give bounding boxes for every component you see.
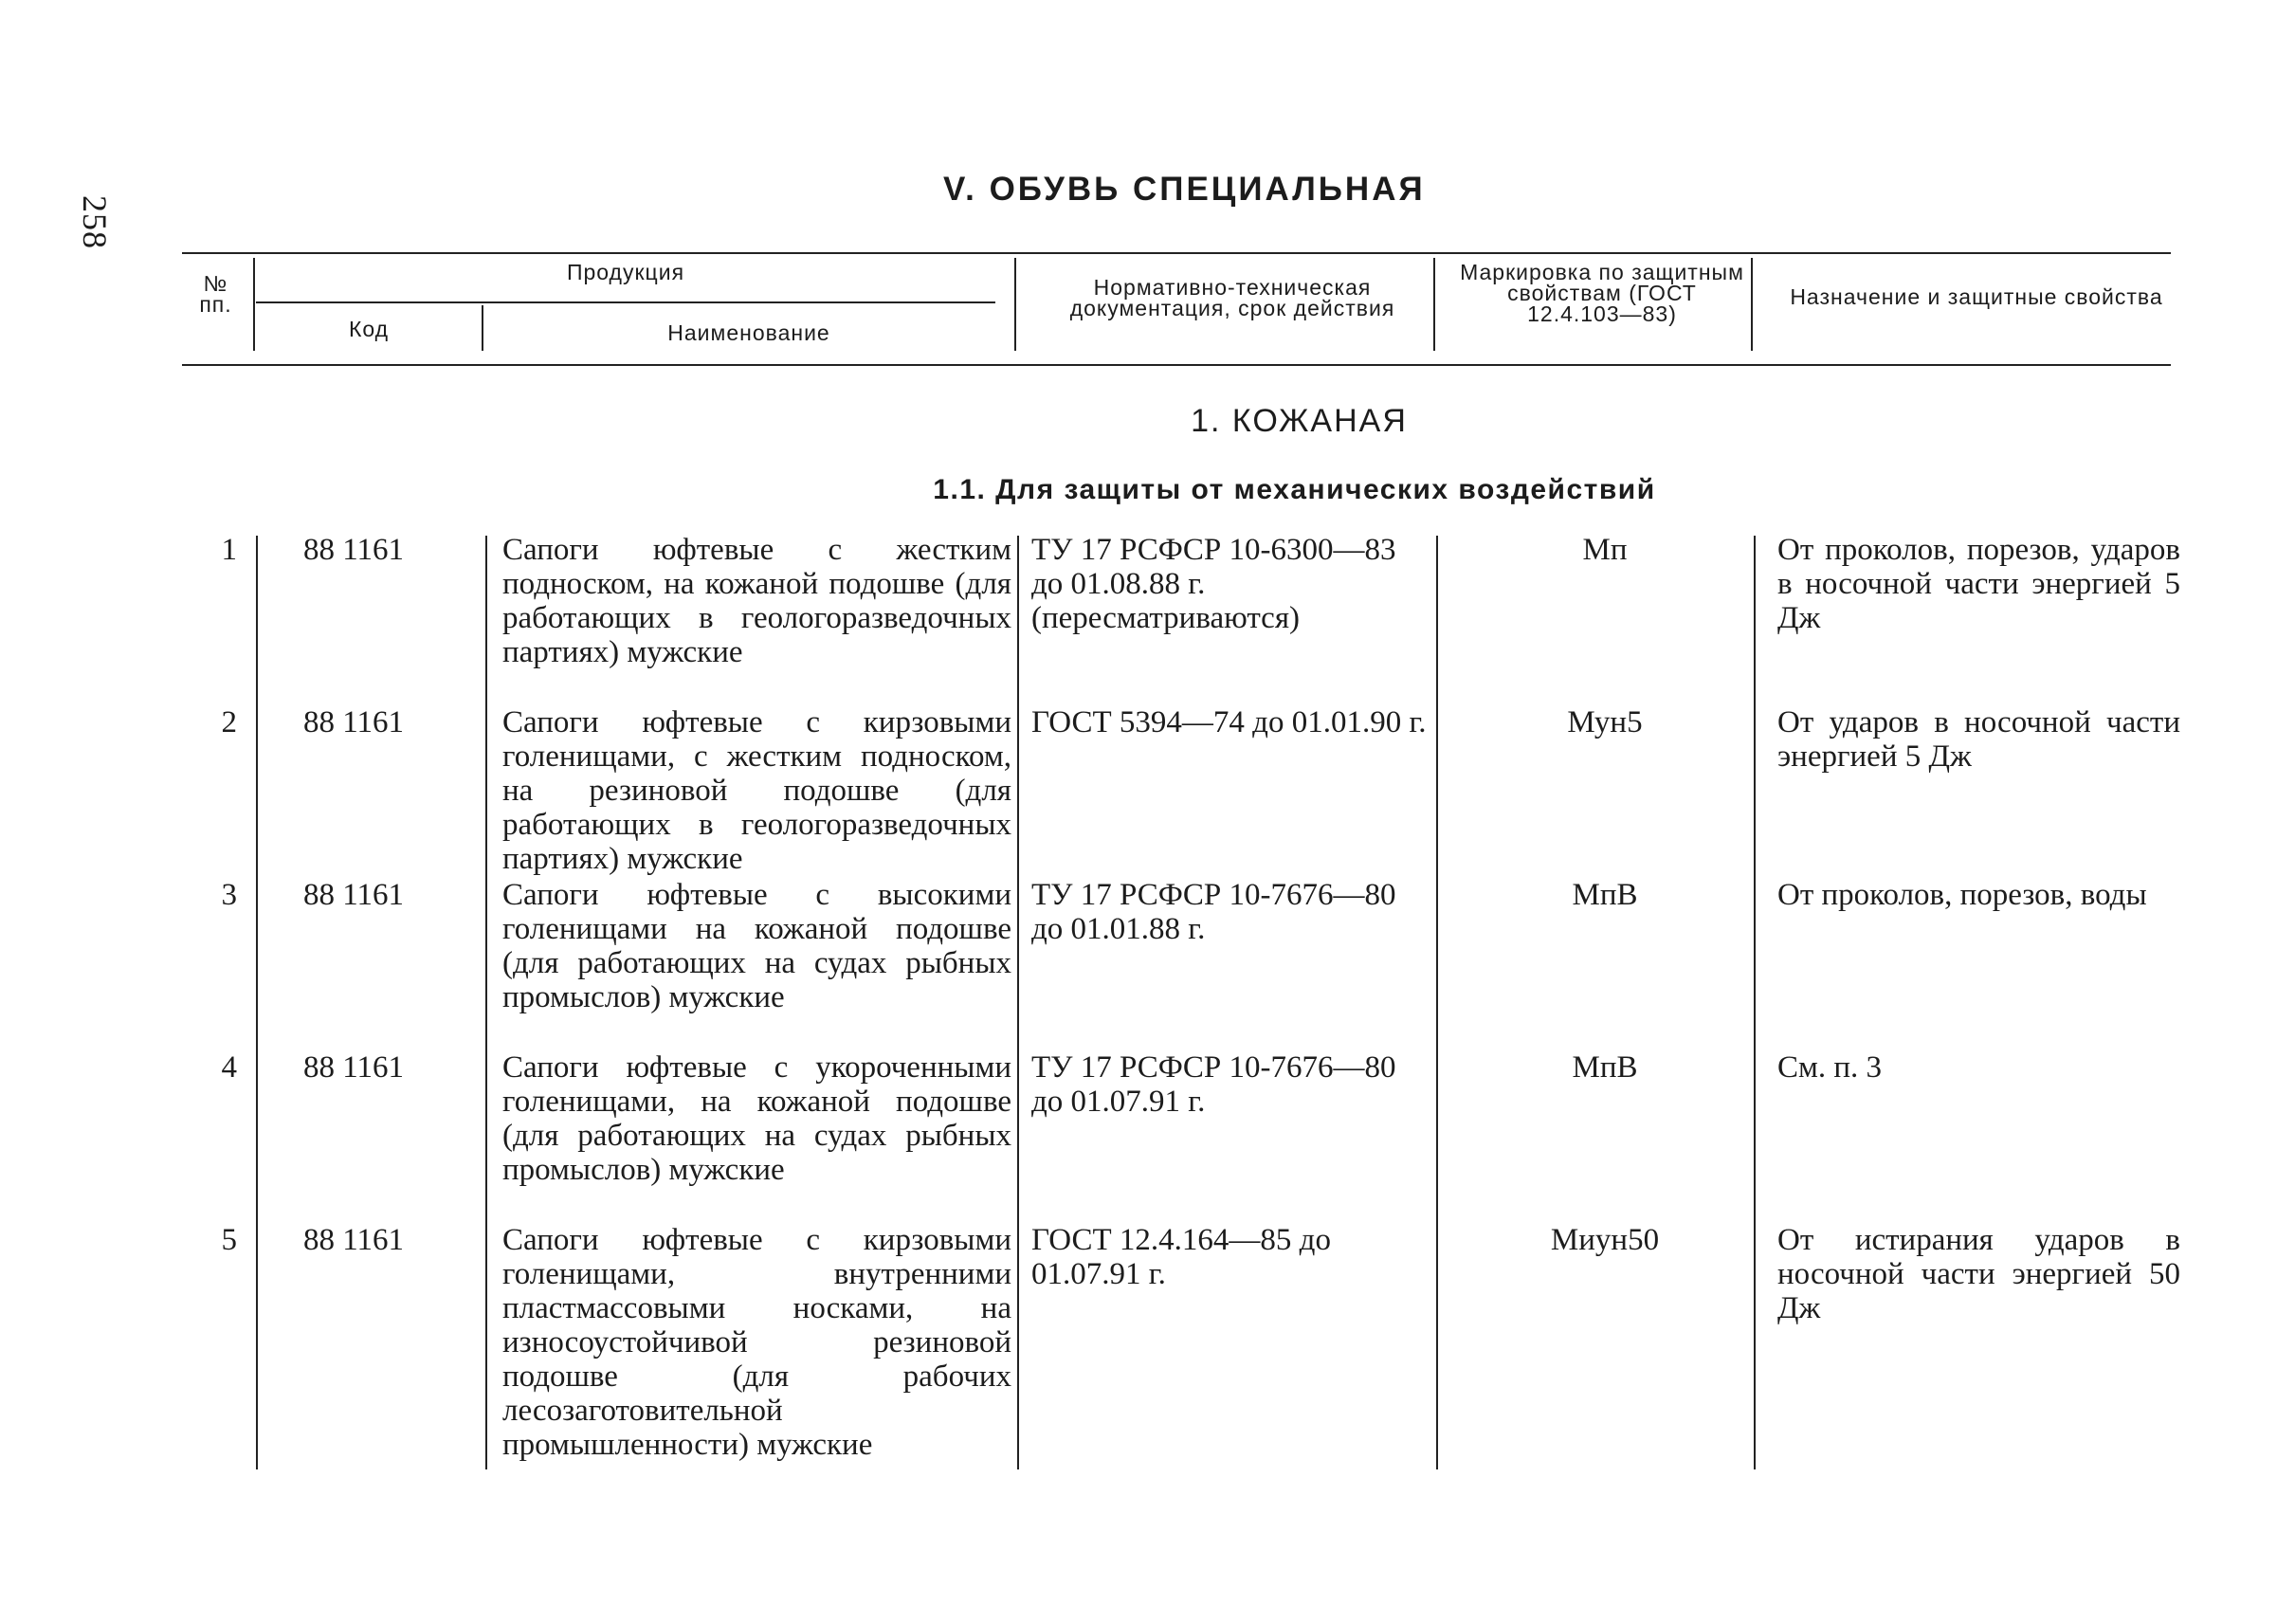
row-doc: ГОСТ 5394—74 до 01.01.90 г.: [1031, 705, 1427, 739]
column-separator: [1754, 536, 1756, 1469]
header-code: Код: [348, 317, 390, 341]
section-title: 1. КОЖАНАЯ: [1191, 403, 1408, 439]
header-no: № пп.: [199, 271, 232, 317]
header-separator: [1751, 258, 1753, 351]
row-purpose: От истирания ударов в носочной части энергией 50 Дж: [1777, 1223, 2180, 1325]
row-name: Сапоги юфтевые с кирзовыми голенищами, с жестким подноском, на резиновой подошве (для работающих в геологоразведочных партиях) мужские: [502, 705, 1011, 876]
header-separator: [1433, 258, 1435, 351]
column-separator: [485, 536, 487, 1469]
header-separator: [253, 258, 255, 351]
row-name: Сапоги юфтевые с кирзовыми голенищами, внутренними пластмассовыми носками, на износоустойчивой резиновой подошве (для рабочих лесозаготовительной промышленности) мужские: [502, 1223, 1011, 1462]
row-code: 88 1161: [303, 533, 405, 567]
row-name: Сапоги юфтевые с высокими голенищами на кожаной подошве (для работающих на судах рыбных промыслов) мужские: [502, 878, 1011, 1014]
row-purpose: От проколов, порезов, воды: [1777, 878, 2147, 912]
column-separator: [1017, 536, 1019, 1469]
row-purpose: См. п. 3: [1777, 1050, 1883, 1085]
subsection-title: 1.1. Для защиты от механических воздействий: [933, 474, 1656, 505]
row-marking: Мун5: [1567, 705, 1643, 739]
row-code: 88 1161: [303, 705, 405, 739]
header-separator: [482, 305, 483, 351]
row-marking: Мп: [1582, 533, 1628, 567]
header-doc: Нормативно-техническая документация, срок действия: [1069, 275, 1395, 320]
header-purpose: Назначение и защитные свойства: [1790, 284, 2163, 309]
row-purpose: От проколов, порезов, ударов в носочной части энергией 5 Дж: [1777, 533, 2180, 635]
row-name: Сапоги юфтевые с укороченными голенищами, на кожаной подошве (для работающих на судах рыбных промыслов) мужские: [502, 1050, 1011, 1187]
column-separator: [1436, 536, 1438, 1469]
row-marking: МпВ: [1572, 1050, 1638, 1085]
row-doc: ГОСТ 12.4.164—85 до 01.07.91 г.: [1031, 1223, 1331, 1291]
row-code: 88 1161: [303, 878, 405, 912]
row-number: 4: [221, 1050, 237, 1085]
header-top-rule: [182, 252, 2171, 254]
chapter-title: V. ОБУВЬ СПЕЦИАЛЬНАЯ: [943, 171, 1426, 208]
row-code: 88 1161: [303, 1050, 405, 1085]
column-separator: [256, 536, 258, 1469]
product-sub-rule: [256, 301, 995, 303]
row-marking: МпВ: [1572, 878, 1638, 912]
row-doc: ТУ 17 РСФСР 10-6300—83 до 01.08.88 г. (пересматриваются): [1031, 533, 1396, 635]
header-marking: Маркировка по защитным свойствам (ГОСТ 12.4.103—83): [1460, 260, 1744, 326]
row-doc: ТУ 17 РСФСР 10-7676—80 до 01.01.88 г.: [1031, 878, 1396, 946]
row-marking: Миун50: [1550, 1223, 1660, 1257]
header-name: Наименование: [667, 320, 830, 345]
row-number: 2: [221, 705, 237, 739]
row-number: 3: [221, 878, 237, 912]
row-code: 88 1161: [303, 1223, 405, 1257]
row-number: 1: [221, 533, 237, 567]
header-separator: [1014, 258, 1016, 351]
header-bottom-rule: [182, 364, 2171, 366]
row-purpose: От ударов в носочной части энергией 5 Дж: [1777, 705, 2180, 774]
header-product: Продукция: [566, 260, 685, 284]
page-number: 258: [76, 195, 114, 249]
row-number: 5: [221, 1223, 237, 1257]
row-name: Сапоги юфтевые с жестким подноском, на кожаной подошве (для работающих в геологоразведочных партиях) мужские: [502, 533, 1011, 669]
row-doc: ТУ 17 РСФСР 10-7676—80 до 01.07.91 г.: [1031, 1050, 1396, 1119]
